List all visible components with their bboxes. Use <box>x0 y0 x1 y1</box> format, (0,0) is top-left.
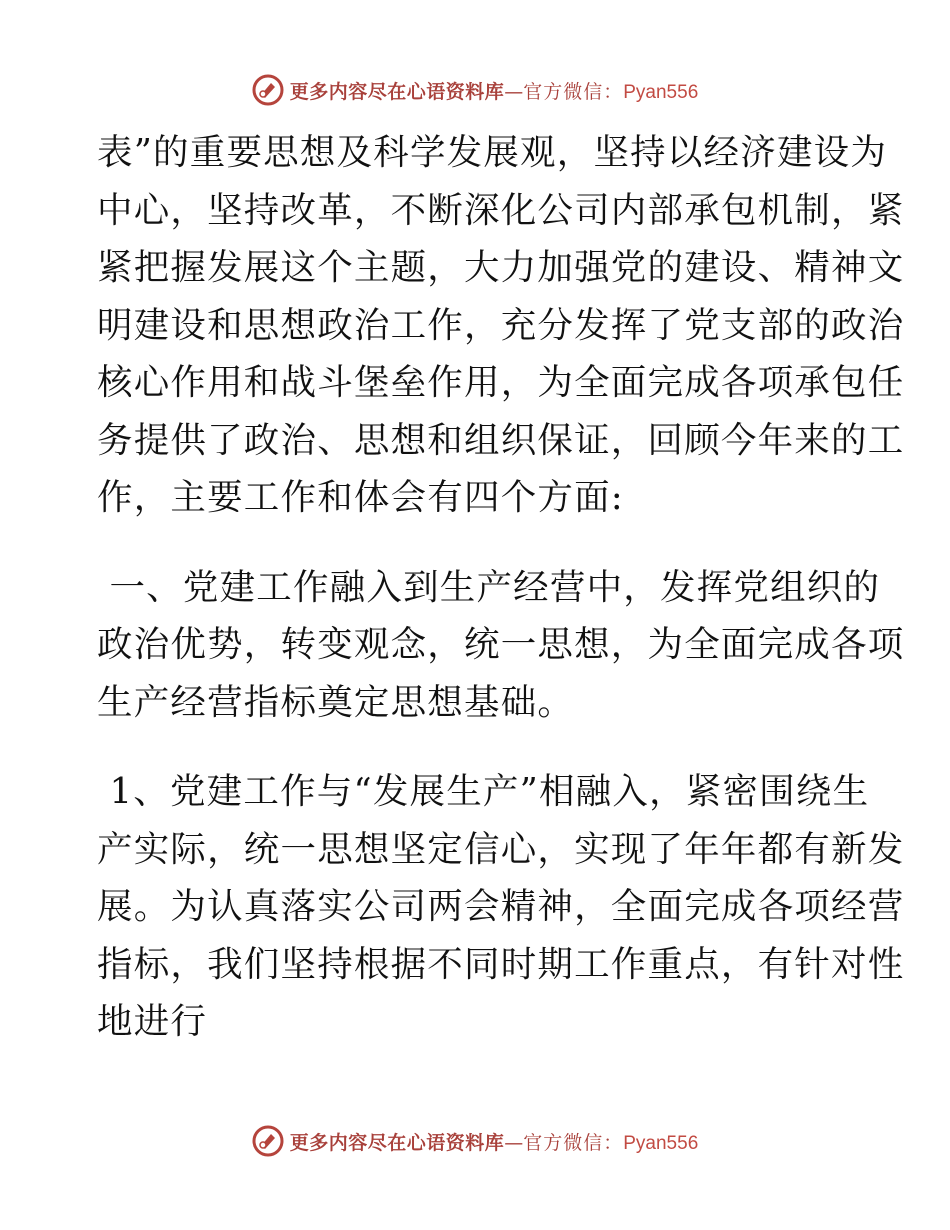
footer-wechat-label: 官方微信： <box>523 1131 624 1154</box>
brand-logo-icon <box>252 74 284 106</box>
text-line: 政治优势，转变观念，统一思想，为全面完成各项 <box>97 624 905 665</box>
header-wechat-id: Pyan556 <box>623 81 699 103</box>
header-dash: — <box>504 80 524 103</box>
text-line: 产实际，统一思想坚定信心，实现了年年都有新发 <box>97 828 905 870</box>
footer-brand: 更多内容尽在心语资料库 <box>289 1131 505 1154</box>
document-body <box>97 124 905 1051</box>
brand-logo-icon <box>252 1125 284 1157</box>
header-text <box>290 77 699 104</box>
header-brand: 更多内容尽在心语资料库 <box>289 80 505 103</box>
footer-wechat-id: Pyan556 <box>623 1132 699 1154</box>
text-line: 展。为认真落实公司两会精神，全面完成各项经营 <box>97 886 905 927</box>
footer-watermark <box>0 1121 950 1161</box>
text-line: 地进行 <box>97 1001 208 1042</box>
text-line: 一、党建工作融入到生产经营中，发挥党组织的 <box>97 566 881 608</box>
header-watermark <box>0 70 950 110</box>
text-line: 务提供了政治、思想和组织保证，回顾今年来的工 <box>97 419 905 461</box>
text-line: 生产经营指标奠定思想基础。 <box>97 681 575 723</box>
text-line: 指标，我们坚持根据不同时期工作重点，有针对性 <box>97 943 905 985</box>
paragraph-2 <box>97 559 905 732</box>
text-line: 表”的重要思想及科学发展观，坚持以经济建设为 <box>97 132 888 173</box>
footer-dash: — <box>504 1131 524 1154</box>
text-line: 1、党建工作与“发展生产”相融入，紧密围绕生 <box>97 771 870 812</box>
paragraph-3 <box>97 763 905 1051</box>
text-line: 紧把握发展这个主题，大力加强党的建设、精神文 <box>97 247 905 288</box>
text-line: 中心，坚持改革，不断深化公司内部承包机制，紧 <box>97 189 905 231</box>
paragraph-1 <box>97 124 905 527</box>
text-line: 核心作用和战斗堡垒作用，为全面完成各项承包任 <box>97 362 905 403</box>
text-line: 明建设和思想政治工作，充分发挥了党支部的政治 <box>97 304 905 346</box>
header-wechat-label: 官方微信： <box>523 80 624 103</box>
footer-text <box>290 1128 699 1155</box>
text-line: 作，主要工作和体会有四个方面: <box>97 477 624 518</box>
